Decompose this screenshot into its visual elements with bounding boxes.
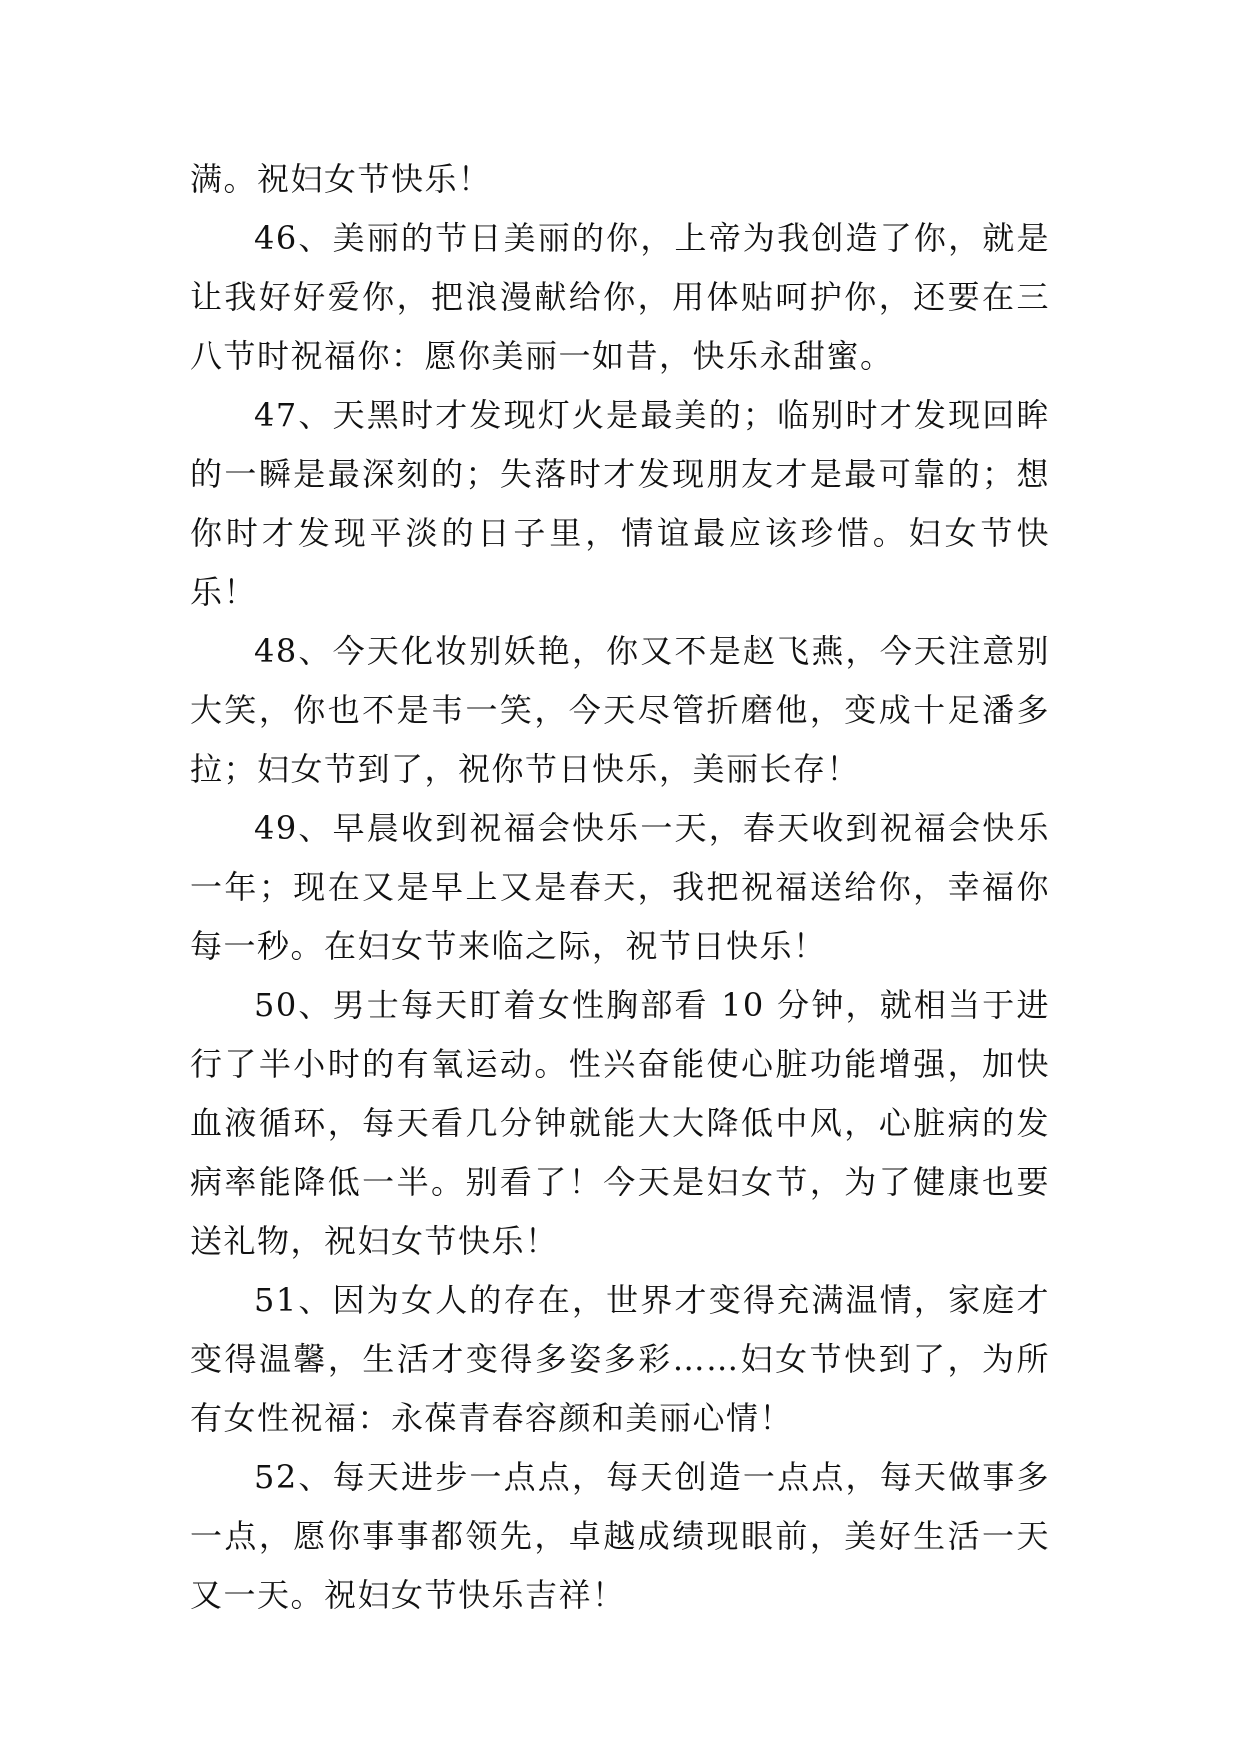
paragraph-52: 52、每天进步一点点，每天创造一点点，每天做事多一点，愿你事事都领先，卓越成绩现眼前，美好生活一天又一天。祝妇女节快乐吉祥！	[190, 1458, 1050, 1614]
paragraph-50: 50、男士每天盯着女性胸部看 10 分钟，就相当于进行了半小时的有氧运动。性兴奋能使心脏功能增强，加快血液循环，每天看几分钟就能大大降低中风，心脏病的发病率能降低一半。别看了！今天是妇女节，为了健康也要送礼物，祝妇女节快乐！	[190, 986, 1050, 1260]
paragraph-continuation: 满。祝妇女节快乐！	[190, 160, 492, 198]
paragraph-47: 47、天黑时才发现灯火是最美的；临别时才发现回眸的一瞬是最深刻的；失落时才发现朋友才是最可靠的；想你时才发现平淡的日子里，情谊最应该珍惜。妇女节快乐！	[190, 396, 1050, 611]
document-body	[190, 150, 1050, 1625]
paragraph-46: 46、美丽的节日美丽的你，上帝为我创造了你，就是让我好好爱你，把浪漫献给你，用体贴呵护你，还要在三八节时祝福你：愿你美丽一如昔，快乐永甜蜜。	[190, 219, 1050, 375]
paragraph-51: 51、因为女人的存在，世界才变得充满温情，家庭才变得温馨，生活才变得多姿多彩……妇女节快到了，为所有女性祝福：永葆青春容颜和美丽心情！	[190, 1281, 1050, 1437]
paragraph-48: 48、今天化妆别妖艳，你又不是赵飞燕，今天注意别大笑，你也不是韦一笑，今天尽管折磨他，变成十足潘多拉；妇女节到了，祝你节日快乐，美丽长存！	[190, 632, 1050, 788]
paragraph-49: 49、早晨收到祝福会快乐一天，春天收到祝福会快乐一年；现在又是早上又是春天，我把祝福送给你，幸福你每一秒。在妇女节来临之际，祝节日快乐！	[190, 809, 1050, 965]
